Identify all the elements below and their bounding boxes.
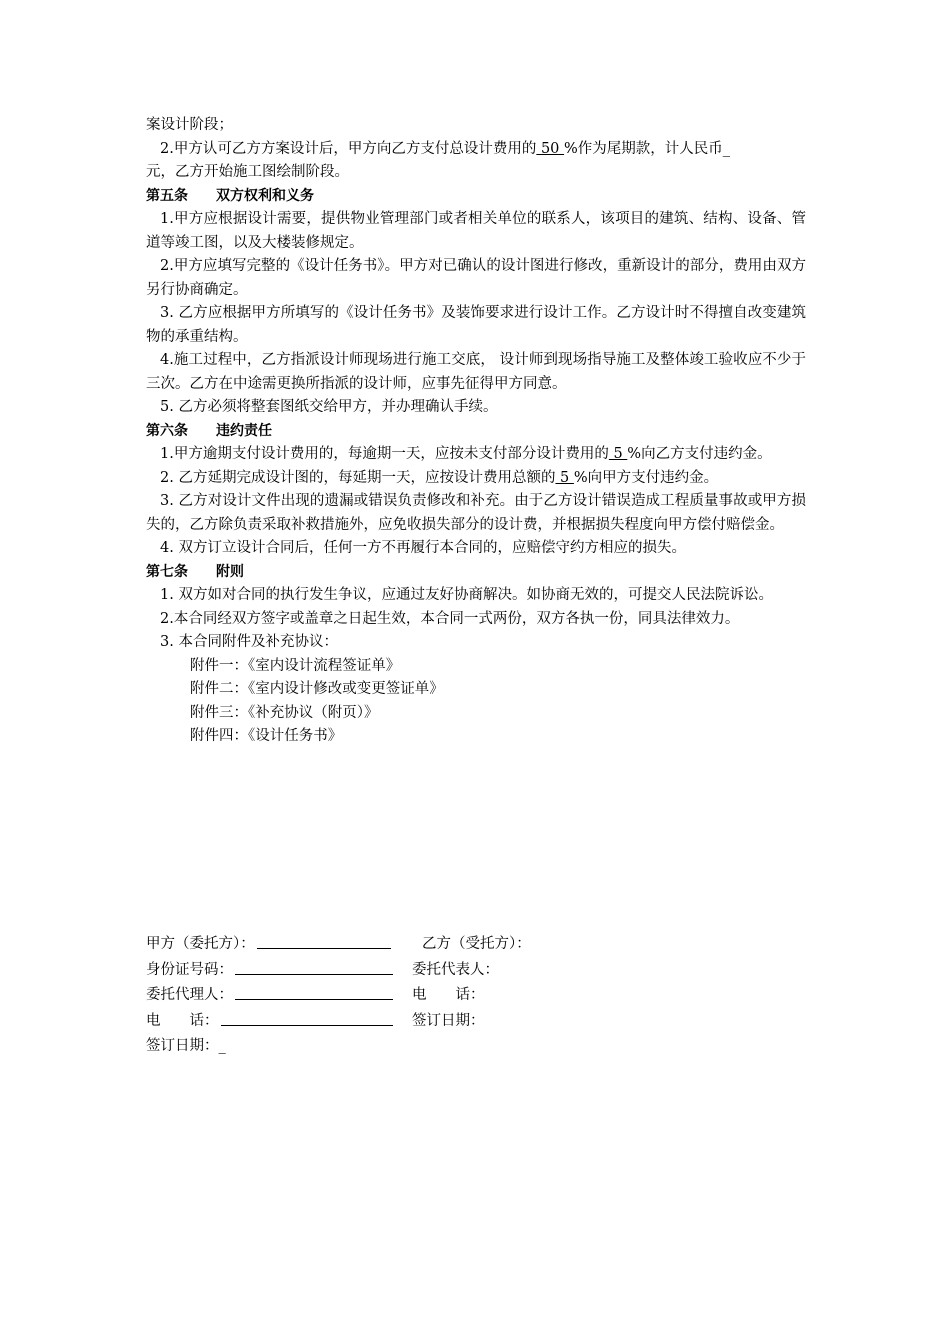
article-number: 第七条 [146, 563, 188, 580]
article-7-clause-3: 3. 本合同附件及补充协议： [160, 634, 338, 650]
article-6-clause-4: 4. 双方订立设计合同后，任何一方不再履行本合同的，应赔偿守约方相应的损失。 [160, 540, 686, 556]
signature-row-agent [146, 983, 806, 1009]
article-number: 第五条 [146, 187, 188, 204]
article-5-clause-3: 3. 乙方应根据甲方所填写的《设计任务书》及装饰要求进行设计工作。乙方设计时不得擅自改变建筑物的承重结构。 [146, 305, 806, 345]
clause-text: %向乙方支付违约金。 [627, 446, 772, 462]
attachment-item: 附件二：《室内设计修改或变更签证单》 [190, 681, 444, 697]
party-a-date-label: 签订日期： [146, 1038, 219, 1054]
clause-text: 2. 乙方延期完成设计图的，每延期一天，应按设计费用总额的 [160, 469, 556, 486]
party-b-date-label: 签订日期： [412, 1012, 485, 1029]
signature-row-phone [146, 1009, 806, 1035]
article-number: 第六条 [146, 422, 188, 439]
clause-text: 1.甲方逾期支付设计费用的，每逾期一天，应按未支付部分设计费用的 [160, 446, 609, 462]
paragraph-line: 元，乙方开始施工图绘制阶段。 [146, 164, 349, 180]
article-5-clause-1: 1.甲方应根据设计需要，提供物业管理部门或者相关单位的联系人，该项目的建筑、结构、设备、管道等竣工图，以及大楼装修规定。 [146, 211, 806, 251]
contract-body [146, 114, 806, 749]
payment-clause [146, 138, 806, 162]
attachment-item: 附件一：《室内设计流程签证单》 [190, 657, 401, 674]
signature-row-id [146, 958, 806, 984]
article-title: 违约责任 [216, 422, 272, 439]
clause-text: %作为尾期款，计人民币 [564, 140, 723, 157]
id-number-label: 身份证号码： [146, 961, 233, 978]
article-title: 附则 [216, 563, 244, 580]
signature-row-date [146, 1034, 806, 1060]
party-b-label: 乙方（受托方）： [422, 936, 531, 952]
party-b-phone-label: 电 话： [412, 987, 485, 1003]
clause-text: 2.甲方认可乙方方案设计后，甲方向乙方支付总设计费用的 [160, 140, 537, 157]
article-5-clause-2: 2.甲方应填写完整的《设计任务书》。甲方对已确认的设计图进行修改，重新设计的部分，费用由双方另行协商确定。 [146, 258, 806, 298]
signature-block [146, 932, 806, 1060]
party-a-date-blank[interactable]: _ [218, 1038, 226, 1054]
article-5-clause-5: 5. 乙方必须将整套图纸交给甲方，并办理确认手续。 [160, 399, 498, 415]
attachment-item: 附件四：《设计任务书》 [190, 728, 343, 744]
signature-row-parties [146, 932, 806, 958]
party-a-label: 甲方（委托方）： [146, 936, 255, 952]
percentage-value: 5 [555, 469, 574, 486]
article-7-clause-1: 1. 双方如对合同的执行发生争议，应通过友好协商解决。如协商无效的，可提交人民法院诉讼。 [160, 587, 773, 603]
party-a-phone-label: 电 话： [146, 1012, 219, 1029]
id-number-blank[interactable] [235, 959, 393, 975]
article-5-clause-4: 4.施工过程中，乙方指派设计师现场进行施工交底， 设计师到现场指导施工及整体竣工验收应不少于三次。乙方在中途需更换所指派的设计师，应事先征得甲方同意。 [146, 352, 806, 392]
attachment-item: 附件三：《补充协议（附页）》 [190, 704, 379, 721]
party-a-agent-blank[interactable] [235, 984, 393, 1000]
article-6-heading [146, 420, 806, 444]
article-6-clause-2 [146, 467, 806, 491]
article-6-clause-3: 3. 乙方对设计文件出现的遗漏或错误负责修改和补充。由于乙方设计错误造成工程质量事故或甲方损失的，乙方除负责采取补救措施外，应免收损失部分的设计费，并根据损失程度向甲方偿付赔偿金。 [146, 493, 806, 533]
percentage-value: 5 [608, 446, 628, 462]
amount-blank: _ [722, 140, 731, 157]
party-b-representative-label: 委托代表人： [412, 961, 499, 978]
article-5-heading [146, 185, 806, 209]
party-a-agent-label: 委托代理人： [146, 987, 233, 1003]
article-7-clause-2: 2.本合同经双方签字或盖章之日起生效，本合同一式两份，双方各执一份，同具法律效力。 [160, 610, 740, 627]
paragraph-line: 案设计阶段； [146, 117, 233, 133]
article-6-clause-1 [146, 443, 806, 467]
percentage-value: 50 [536, 140, 565, 157]
party-a-blank[interactable] [257, 933, 391, 949]
clause-text: %向甲方支付违约金。 [573, 469, 719, 486]
party-a-phone-blank[interactable] [221, 1010, 393, 1026]
article-7-heading [146, 561, 806, 585]
article-title: 双方权利和义务 [216, 187, 314, 204]
